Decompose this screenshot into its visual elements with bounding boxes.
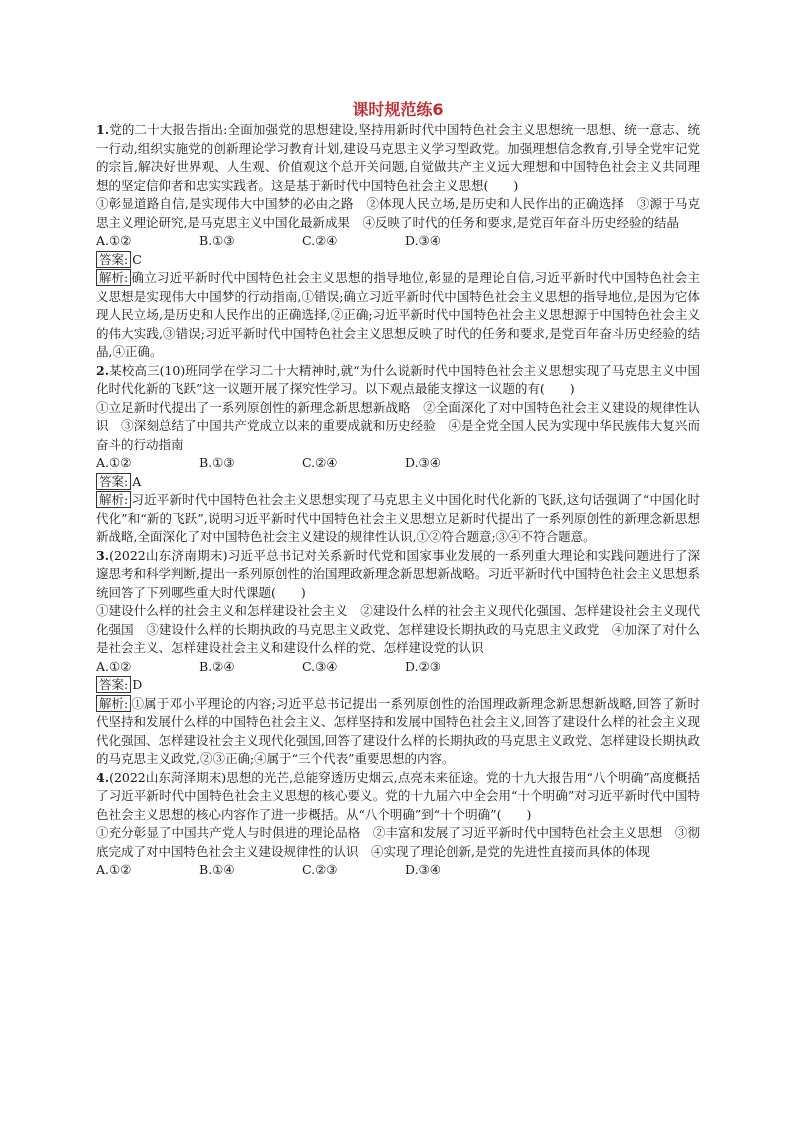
page-title: 课时规范练6 (352, 100, 444, 119)
explanation-text: 习近平新时代中国特色社会主义思想实现了马克思主义中国化时代化新的飞跃,这句话强调了“中国化时代化”和“新的飞跃”,说明习近平新时代中国特色社会主义思想立足新时代提出了一系列原创性的新理念新思想新战略,全面深化了对中国特色社会主义建设的规律性认识,①②符合题意;③④不符合题意。 (96, 492, 700, 544)
choice-c: C.③④ (302, 658, 338, 674)
choice-d: D.②③ (405, 658, 441, 674)
choice-b: B.①④ (199, 862, 235, 877)
question-options: ①立足新时代提出了一系列原创性的新理念新思想新战略 ②全面深化了对中国特色社会主义建设的规律性认识 ③深刻总结了中国共产党成立以来的重要成就和历史经验 ④是全党全国人民为实现中华民族伟大复兴而奋斗的行动指南 (96, 399, 700, 452)
question-text: (2022山东菏泽期末)思想的光芒,总能穿透历史烟云,点亮未来征途。党的十九大报告用“八个明确”高度概括了习近平新时代中国特色社会主义思想的核心要义。党的十九届六中全会用“十个明确”对习近平新时代中国特色社会主义思想的核心内容作了进一步概括。从“八个明确”到“十个明确”( ) (96, 769, 700, 822)
answer-value: D (132, 677, 143, 692)
explanation-label: 解析: (96, 269, 131, 286)
question-3 (96, 547, 700, 769)
answer-value: A (132, 473, 142, 489)
exercise-page (96, 100, 700, 880)
choice-a: A.①② (96, 233, 132, 248)
choice-c: C.②④ (302, 455, 338, 470)
choice-b: B.①③ (199, 455, 235, 470)
question-4 (96, 769, 700, 880)
choice-d: D.③④ (405, 862, 441, 877)
answer-choices (96, 658, 700, 677)
question-2 (96, 362, 700, 547)
question-options: ①彰显道路自信,是实现伟大中国梦的必由之路 ②体现人民立场,是历史和人民作出的正确选择 ③源于马克思主义理论研究,是马克思主义中国化最新成果 ④反映了时代的任务和要求,是党百年奋斗历史经验的结晶 (96, 196, 700, 230)
question-options: ①充分彰显了中国共产党人与时俱进的理论品格 ②丰富和发展了习近平新时代中国特色社会主义思想 ③彻底完成了对中国特色社会主义建设规律性的认识 ④实现了理论创新,是党的先进性直接而具体的体现 (96, 825, 700, 859)
question-1 (96, 121, 700, 362)
explanation (96, 695, 700, 769)
choice-a: A.①② (96, 862, 132, 877)
answer-line (96, 676, 700, 695)
answer-label: 答案: (96, 251, 131, 268)
question-stem (96, 121, 700, 195)
question-number: 1. (96, 122, 110, 137)
question-text: 某校高三(10)班同学在学习二十大精神时,就“为什么说新时代中国特色社会主义思想实现了马克思主义中国化时代化新的飞跃”这一议题开展了探究性学习。以下观点最能支撑这一议题的有( ) (96, 362, 700, 396)
answer-choices (96, 861, 700, 880)
question-text: 党的二十大报告指出:全面加强党的思想建设,坚持用新时代中国特色社会主义思想统一思想、统一意志、统一行动,组织实施党的创新理论学习教育计划,建设马克思主义学习型政党。加强理想信念教育,引导全党牢记党的宗旨,解决好世界观、人生观、价值观这个总开关问题,自觉做共产主义远大理想和中国特色社会主义共同理想的坚定信仰者和忠实实践者。这是基于新时代中国特色社会主义思想( ) (96, 122, 700, 193)
explanation-label: 解析: (96, 491, 131, 508)
answer-choices (96, 454, 700, 473)
choice-c: C.②④ (302, 233, 338, 248)
answer-line (96, 473, 700, 492)
choice-a: A.①② (96, 658, 132, 674)
answer-choices (96, 232, 700, 251)
answer-label: 答案: (96, 676, 131, 693)
choice-b: B.②④ (199, 658, 235, 674)
question-text: (2022山东济南期末)习近平总书记对关系新时代党和国家事业发展的一系列重大理论和实践问题进行了深邃思考和科学判断,提出一系列原创性的治国理政新理念新思想新战略。习近平新时代中国特色社会主义思想系统回答了下列哪些重大时代课题( ) (96, 547, 700, 600)
question-stem (96, 547, 700, 603)
explanation-text: ①属于邓小平理论的内容;习近平总书记提出一系列原创性的治国理政新理念新思想新战略,回答了新时代坚持和发展什么样的中国特色社会主义、怎样坚持和发展中国特色社会主义,回答了建设什么样的社会主义现代化强国、怎样建设社会主义现代化强国,回答了建设什么样的长期执政的马克思主义政党、怎样建设长期执政的马克思主义政党,②③正确;④属于“三个代表”重要思想的内容。 (96, 695, 700, 766)
explanation (96, 269, 700, 362)
explanation-text: 确立习近平新时代中国特色社会主义思想的指导地位,彰显的是理论自信,习近平新时代中国特色社会主义思想是实现伟大中国梦的行动指南,①错误;确立习近平新时代中国特色社会主义思想的指导地位,是因为它体现人民立场,是历史和人民作出的正确选择,②正确;习近平新时代中国特色社会主义思想源于中国特色社会主义的伟大实践,③错误;习近平新时代中国特色社会主义思想反映了时代的任务和要求,是党百年奋斗历史经验的结晶,④正确。 (96, 270, 700, 359)
answer-label: 答案: (96, 473, 131, 490)
explanation (96, 491, 700, 547)
choice-a: A.①② (96, 455, 132, 470)
choice-d: D.③④ (405, 455, 441, 470)
answer-value: C (132, 251, 142, 267)
choice-d: D.③④ (405, 233, 441, 248)
question-stem (96, 362, 700, 399)
question-options: ①建设什么样的社会主义和怎样建设社会主义 ②建设什么样的社会主义现代化强国、怎样建设社会主义现代化强国 ③建设什么样的长期执政的马克思主义政党、怎样建设长期执政的马克思主义政党 ④加深了对什么是社会主义、怎样建设社会主义和建设什么样的党、怎样建设党的认识 (96, 603, 700, 655)
answer-line (96, 251, 700, 270)
question-stem (96, 769, 700, 825)
question-number: 3. (96, 547, 110, 563)
explanation-label: 解析: (96, 695, 131, 712)
question-number: 2. (96, 362, 110, 378)
choice-b: B.①③ (199, 233, 235, 248)
choice-c: C.②③ (302, 862, 338, 877)
question-number: 4. (96, 769, 110, 785)
